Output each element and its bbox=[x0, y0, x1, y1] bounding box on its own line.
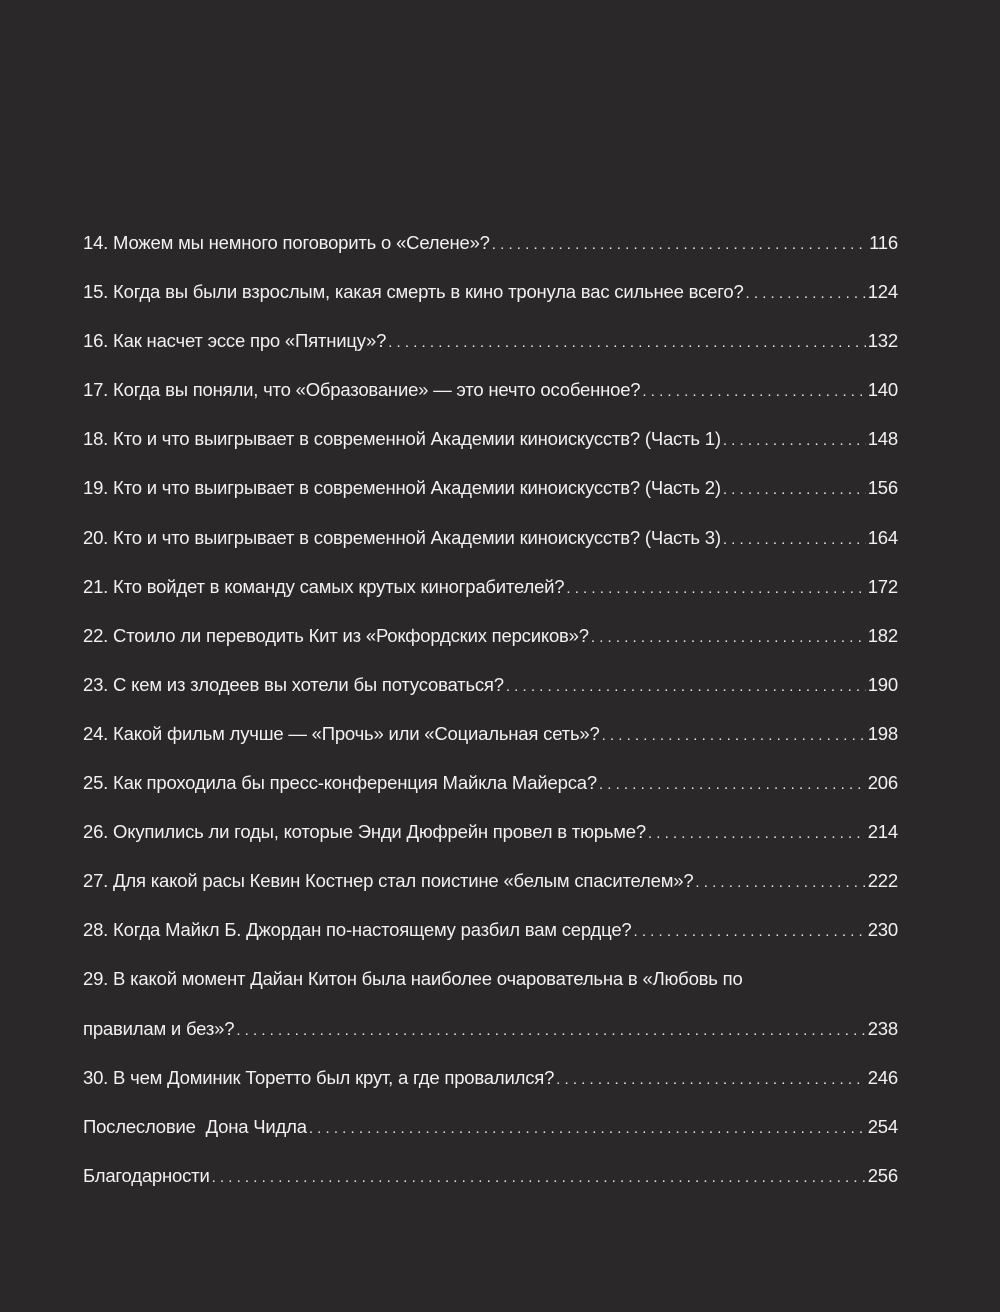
dot-leader bbox=[492, 232, 867, 254]
toc-entry bbox=[83, 1116, 898, 1165]
dot-leader bbox=[309, 1116, 866, 1138]
dot-leader bbox=[695, 870, 865, 892]
toc-entry-page: 124 bbox=[867, 281, 898, 303]
toc-entry bbox=[83, 723, 898, 772]
toc-entry-page: 230 bbox=[867, 919, 898, 941]
toc-entry-page: 148 bbox=[867, 428, 898, 450]
toc-entry bbox=[83, 919, 898, 968]
dot-leader bbox=[591, 625, 866, 647]
toc-entry bbox=[83, 428, 898, 477]
dot-leader bbox=[723, 477, 866, 499]
toc-entry bbox=[83, 1067, 898, 1116]
dot-leader bbox=[648, 821, 866, 843]
dot-leader bbox=[723, 428, 866, 450]
toc-entry bbox=[83, 477, 898, 526]
toc-entry bbox=[83, 1165, 898, 1214]
dot-leader bbox=[634, 919, 866, 941]
toc-entry-page: 256 bbox=[867, 1164, 898, 1186]
toc-entry-line1 bbox=[83, 968, 898, 1017]
dot-leader bbox=[746, 281, 866, 303]
dot-leader bbox=[566, 576, 865, 598]
toc-entry-title: 19. Кто и что выигрывает в современной Академии киноискусств? (Часть 2) bbox=[83, 477, 721, 499]
dot-leader bbox=[556, 1067, 866, 1089]
table-of-contents bbox=[83, 232, 898, 1214]
dot-leader bbox=[642, 379, 865, 401]
toc-entry bbox=[83, 674, 898, 723]
toc-entry-title: 22. Стоило ли переводить Кит из «Рокфордских персиков»? bbox=[83, 624, 589, 646]
toc-entry bbox=[83, 527, 898, 576]
dot-leader bbox=[212, 1165, 866, 1187]
toc-entry-page: 156 bbox=[867, 477, 898, 499]
toc-entry bbox=[83, 379, 898, 428]
toc-entry bbox=[83, 772, 898, 821]
toc-entry bbox=[83, 576, 898, 625]
toc-entry bbox=[83, 232, 898, 281]
toc-entry bbox=[83, 870, 898, 919]
toc-entry-title: 26. Окупились ли годы, которые Энди Дюфрейн провел в тюрьме? bbox=[83, 821, 646, 843]
dot-leader bbox=[236, 1018, 865, 1040]
toc-entry-page: 164 bbox=[867, 526, 898, 548]
toc-entry-title: 16. Как насчет эссе про «Пятницу»? bbox=[83, 330, 387, 352]
toc-entry bbox=[83, 625, 898, 674]
toc-entry-page: 198 bbox=[867, 722, 898, 744]
toc-entry bbox=[83, 281, 898, 330]
toc-entry-title: 23. С кем из злодеев вы хотели бы потусоваться? bbox=[83, 673, 504, 695]
toc-entry-page: 246 bbox=[867, 1066, 898, 1088]
toc-entry-page: 222 bbox=[867, 870, 898, 892]
toc-entry-title: Благодарности bbox=[83, 1164, 210, 1186]
dot-leader bbox=[506, 674, 866, 696]
toc-entry-page: 254 bbox=[867, 1115, 898, 1137]
toc-entry-title: 21. Кто войдет в команду самых крутых кинограбителей? bbox=[83, 575, 565, 597]
toc-entry-page: 182 bbox=[867, 624, 898, 646]
toc-entry bbox=[83, 330, 898, 379]
dot-leader bbox=[723, 527, 866, 549]
toc-entry-line2 bbox=[83, 1018, 898, 1067]
toc-entry-title: 27. Для какой расы Кевин Костнер стал поистине «белым спасителем»? bbox=[83, 870, 694, 892]
toc-entry-page: 132 bbox=[867, 330, 898, 352]
toc-entry-title: 14. Можем мы немного поговорить о «Селене»? bbox=[83, 232, 490, 253]
toc-entry-title: 24. Какой фильм лучше — «Прочь» или «Социальная сеть»? bbox=[83, 722, 600, 744]
toc-entry-title: 25. Как проходила бы пресс-конференция Майкла Майерса? bbox=[83, 772, 597, 794]
toc-entry-page: 190 bbox=[867, 673, 898, 695]
toc-entry-page: 214 bbox=[867, 821, 898, 843]
toc-entry-title: 20. Кто и что выигрывает в современной Академии киноискусств? (Часть 3) bbox=[83, 526, 721, 548]
toc-entry-page: 172 bbox=[867, 575, 898, 597]
dot-leader bbox=[599, 772, 866, 794]
toc-entry-page: 140 bbox=[867, 379, 898, 401]
toc-entry-title: Послесловие Дона Чидла bbox=[83, 1115, 307, 1137]
toc-entry-title: 30. В чем Доминик Торетто был крут, а где провалился? bbox=[83, 1066, 555, 1088]
toc-entry-title: правилам и без»? bbox=[83, 1017, 235, 1039]
toc-entry-title: 28. Когда Майкл Б. Джордан по-настоящему разбил вам сердце? bbox=[83, 919, 632, 941]
toc-entry-page: 238 bbox=[867, 1017, 898, 1039]
toc-entry-title: 17. Когда вы поняли, что «Образование» — это нечто особенное? bbox=[83, 379, 641, 401]
dot-leader bbox=[388, 330, 866, 352]
dot-leader bbox=[602, 723, 866, 745]
toc-entry bbox=[83, 821, 898, 870]
toc-entry-title: 29. В какой момент Дайан Китон была наиболее очаровательна в «Любовь по bbox=[83, 968, 743, 990]
toc-entry-page: 116 bbox=[869, 232, 898, 253]
toc-entry-title: 15. Когда вы были взрослым, какая смерть в кино тронула вас сильнее всего? bbox=[83, 281, 744, 303]
toc-entry-page: 206 bbox=[867, 772, 898, 794]
toc-entry-title: 18. Кто и что выигрывает в современной Академии киноискусств? (Часть 1) bbox=[83, 428, 721, 450]
